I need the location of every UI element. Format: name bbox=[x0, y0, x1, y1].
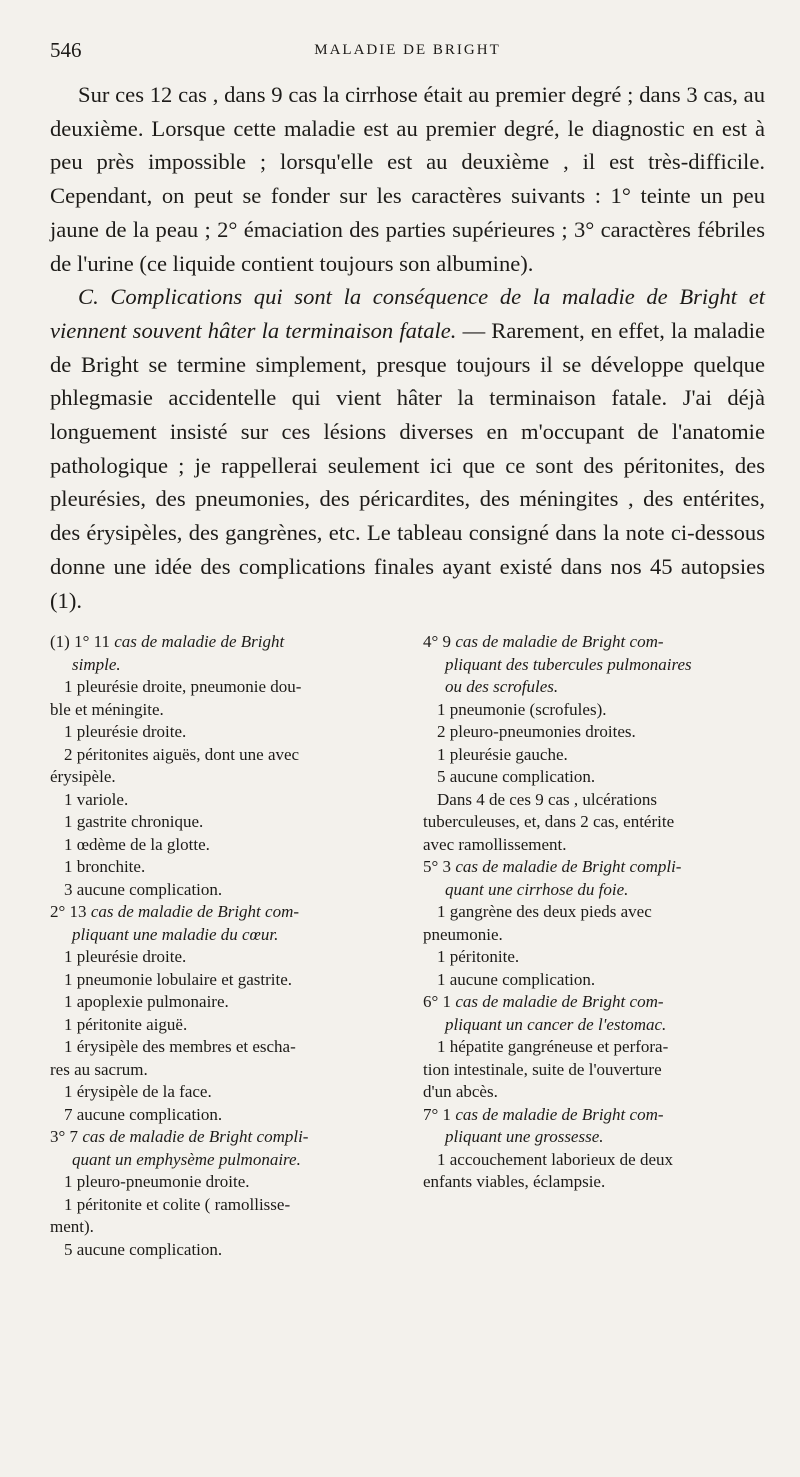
footnote-entry-right-12 bbox=[423, 1104, 765, 1149]
footnote-item-text: 1 pneumonie lobulaire et gastrite. bbox=[64, 969, 293, 989]
footnote-entry-right-3 bbox=[423, 744, 765, 767]
paragraph-2-text: — Rarement, en effet, la maladie de Bright se termine simplement, presque toujours il se développe quelque phlegmasie accidentelle qui vient hâter la terminaison fatale. J'ai déjà longuement insisté sur ces lésions diverses en m'occupant de l'anatomie pathologique ; je rappellerai seulement ici que ce sont des péritonites, des pleurésies, des pneumonies, des péricardites, des méningites , des entérites, des érysipèles, des gangrènes, etc. Le tableau consigné dans la note ci-dessous donne une idée des complications finales ayant existé dans nos 45 autopsies (1). bbox=[50, 317, 765, 613]
footnote-item-continued: d'un abcès. bbox=[423, 1082, 498, 1102]
footnote-number: 2° 13 bbox=[50, 902, 91, 922]
footnote-item-text: 1 gangrène des deux pieds avec bbox=[437, 902, 652, 922]
footnote-category: cas de maladie de Bright compli- bbox=[455, 857, 682, 877]
footnote-category: cas de maladie de Bright com- bbox=[455, 1104, 664, 1124]
running-head: MALADIE DE BRIGHT bbox=[314, 42, 501, 58]
footnote-category-continued: pliquant une maladie du cœur. bbox=[72, 924, 279, 944]
page-header bbox=[50, 38, 765, 78]
footnote-item-text: 7 aucune complication. bbox=[64, 1104, 223, 1124]
footnote-entry-right-9 bbox=[423, 969, 765, 992]
footnote-entry-right-8 bbox=[423, 946, 765, 969]
footnote-item-text: 1 hépatite gangréneuse et perfora- bbox=[437, 1037, 669, 1057]
footnote-category-continued: quant une cirrhose du foie. bbox=[445, 879, 629, 899]
section-label: C. bbox=[78, 284, 99, 310]
footnote-item-text: 2 péritonites aiguës, dont une avec bbox=[64, 744, 300, 764]
footnote-entry-left-2 bbox=[50, 721, 392, 744]
footnote-entry-left-10 bbox=[50, 946, 392, 969]
footnote-entry-right-1 bbox=[423, 699, 765, 722]
footnote-entry-right-2 bbox=[423, 721, 765, 744]
footnote-entry-right-6 bbox=[423, 856, 765, 901]
footnote-item-text: 1 œdème de la glotte. bbox=[64, 834, 210, 854]
footnote-number: (1) 1° 11 bbox=[50, 632, 115, 652]
footnote-item-text: 1 pleurésie gauche. bbox=[437, 744, 568, 764]
footnote-item-text: 5 aucune complication. bbox=[437, 767, 596, 787]
footnote-item-text: 3 aucune complication. bbox=[64, 879, 223, 899]
footnote-item-text: 1 pneumonie (scrofules). bbox=[437, 699, 607, 719]
footnote-category: cas de maladie de Bright com- bbox=[455, 632, 664, 652]
footnote-entry-left-17 bbox=[50, 1126, 392, 1171]
footnote-item-text: 1 gastrite chronique. bbox=[64, 812, 204, 832]
footnote-number: 3° 7 bbox=[50, 1127, 83, 1147]
footnote-entry-right-13 bbox=[423, 1149, 765, 1194]
footnote-item-text: 1 érysipèle de la face. bbox=[64, 1082, 212, 1102]
footnote-item-text: 2 pleuro-pneumonies droites. bbox=[437, 722, 636, 742]
footnote-item-text: 1 pleurésie droite. bbox=[64, 947, 187, 967]
section-title: Complications qui sont la conséquence de la maladie de Bright et viennent souvent hâter la terminaison fatale. bbox=[50, 284, 766, 343]
footnote-item-continued: res au sacrum. bbox=[50, 1059, 148, 1079]
footnote-item-continued: enfants viables, éclampsie. bbox=[423, 1172, 606, 1192]
footnote-item-continued: érysipèle. bbox=[50, 767, 116, 787]
footnote-item-text: 1 péritonite. bbox=[437, 947, 520, 967]
footnote-item-continued: avec ramollissement. bbox=[423, 834, 567, 854]
footnote-item-text: 1 aucune complication. bbox=[437, 969, 596, 989]
footnote-number: 6° 1 bbox=[423, 992, 456, 1012]
footnote-category-continued: pliquant un cancer de l'estomac. bbox=[445, 1014, 667, 1034]
footnote-category: cas de maladie de Bright compli- bbox=[82, 1127, 309, 1147]
footnote-column-right bbox=[423, 631, 765, 1261]
footnote-entry-left-0 bbox=[50, 631, 392, 676]
footnote-entry-left-6 bbox=[50, 834, 392, 857]
footnote-number: 7° 1 bbox=[423, 1104, 456, 1124]
footnote-item-text: Dans 4 de ces 9 cas , ulcérations bbox=[437, 789, 657, 809]
footnote-entry-left-5 bbox=[50, 811, 392, 834]
footnote-category: cas de maladie de Bright bbox=[114, 632, 285, 652]
footnote-entry-left-11 bbox=[50, 969, 392, 992]
paragraph-2 bbox=[50, 280, 765, 617]
footnote-entry-left-1 bbox=[50, 676, 392, 721]
footnote-category: cas de maladie de Bright com- bbox=[455, 992, 664, 1012]
footnote-entry-left-16 bbox=[50, 1104, 392, 1127]
footnote-entry-left-15 bbox=[50, 1081, 392, 1104]
page-number: 546 bbox=[50, 38, 82, 62]
main-text bbox=[50, 78, 765, 617]
footnote-entry-right-10 bbox=[423, 991, 765, 1036]
footnote-item-text: 1 bronchite. bbox=[64, 857, 146, 877]
footnote-entry-left-3 bbox=[50, 744, 392, 789]
footnote-item-text: 1 variole. bbox=[64, 789, 129, 809]
footnote-entry-left-7 bbox=[50, 856, 392, 879]
footnote-category: cas de maladie de Bright com- bbox=[90, 902, 300, 922]
footnote-entry-left-19 bbox=[50, 1194, 392, 1239]
footnote-number: 4° 9 bbox=[423, 632, 456, 652]
footnote-category-continued: ou des scrofules. bbox=[445, 677, 559, 697]
footnote-number: 5° 3 bbox=[423, 857, 456, 877]
footnote-item-text: 1 péritonite aiguë. bbox=[64, 1014, 188, 1034]
footnote-entry-left-18 bbox=[50, 1171, 392, 1194]
footnote-item-text: 1 érysipèle des membres et escha- bbox=[64, 1037, 296, 1057]
footnote-entry-left-13 bbox=[50, 1014, 392, 1037]
footnote-entry-right-5 bbox=[423, 789, 765, 857]
footnote-entry-right-7 bbox=[423, 901, 765, 946]
document-page bbox=[50, 38, 765, 1261]
footnote-item-continued: ment). bbox=[50, 1217, 94, 1237]
footnote-category-continued: simple. bbox=[72, 654, 121, 674]
footnote-item-continued: tion intestinale, suite de l'ouverture bbox=[423, 1059, 662, 1079]
footnote-entry-right-0 bbox=[423, 631, 765, 699]
footnote-column-left bbox=[50, 631, 392, 1261]
footnote-category-continued: pliquant une grossesse. bbox=[445, 1127, 604, 1147]
footnote-category-continued: pliquant des tubercules pulmonaires bbox=[445, 654, 692, 674]
paragraph-1: Sur ces 12 cas , dans 9 cas la cirrhose était au premier degré ; dans 3 cas, au deuxième. Lorsque cette maladie est au premier degré, le diagnostic en est à peu près impossible ; lorsqu'elle est au deuxième , il est très-difficile. Cependant, on peut se fonder sur les caractères suivants : 1° teinte un peu jaune de la peau ; 2° émaciation des parties supérieures ; 3° caractères fébriles de l'urine (ce liquide contient toujours son albumine). bbox=[50, 82, 765, 276]
footnote-item-text: 1 accouchement laborieux de deux bbox=[437, 1149, 674, 1169]
footnote-entry-left-20 bbox=[50, 1239, 392, 1262]
footnote-entry-left-14 bbox=[50, 1036, 392, 1081]
footnote-item-continued: ble et méningite. bbox=[50, 699, 164, 719]
footnote-entry-left-12 bbox=[50, 991, 392, 1014]
footnote-item-text: 1 péritonite et colite ( ramollisse- bbox=[64, 1194, 291, 1214]
footnote-item-text: 1 apoplexie pulmonaire. bbox=[64, 992, 229, 1012]
footnote-entry-left-4 bbox=[50, 789, 392, 812]
footnote-item-text: 5 aucune complication. bbox=[64, 1239, 223, 1259]
footnote-item-continued: pneumonie. bbox=[423, 924, 503, 944]
footnote-entry-left-8 bbox=[50, 879, 392, 902]
footnote-item-text: 1 pleurésie droite. bbox=[64, 722, 187, 742]
footnote-item-continued: tuberculeuses, et, dans 2 cas, entérite bbox=[423, 812, 675, 832]
footnote-item-text: 1 pleurésie droite, pneumonie dou- bbox=[64, 677, 302, 697]
footnote-item-text: 1 pleuro-pneumonie droite. bbox=[64, 1172, 250, 1192]
footnote-category-continued: quant un emphysème pulmonaire. bbox=[72, 1149, 301, 1169]
footnote-entry-right-11 bbox=[423, 1036, 765, 1104]
footnote-entry-right-4 bbox=[423, 766, 765, 789]
footnote-entry-left-9 bbox=[50, 901, 392, 946]
footnotes bbox=[50, 631, 765, 1261]
